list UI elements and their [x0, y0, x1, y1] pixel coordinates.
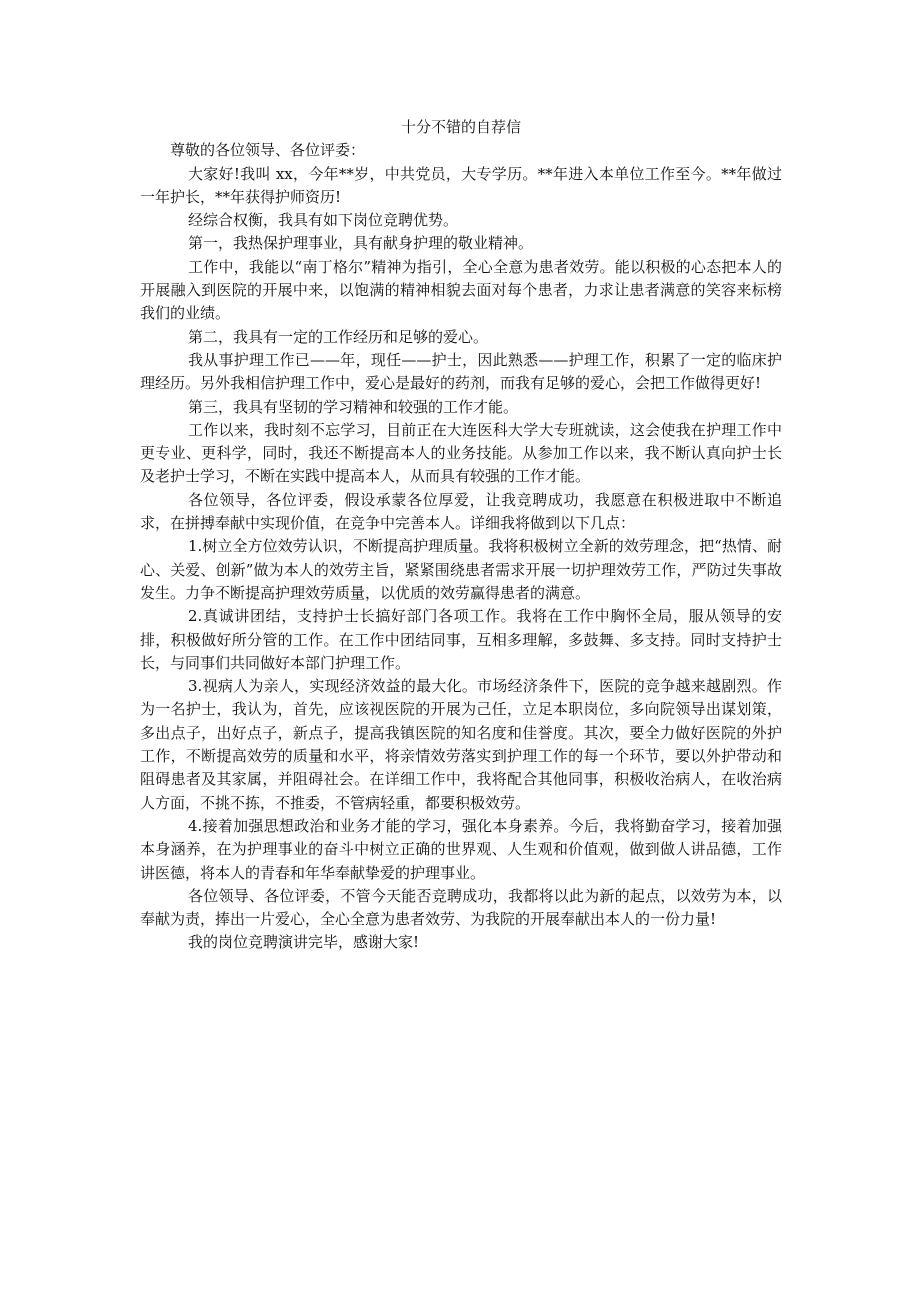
- salutation: 尊敬的各位领导、各位评委：: [170, 141, 366, 160]
- paragraph: 大家好!我叫 xx，今年**岁，中共党员，大专学历。**年进入本单位工作至今。**年做过一年护长，**年获得护师资历!: [140, 164, 782, 206]
- paragraph: 1.树立全方位效劳认识，不断提高护理质量。我将积极树立全新的效劳理念，把“热情、耐心、关爱、创新”做为本人的效劳主旨，紧紧围绕患者需求开展一切护理效劳工作，严防过失事故发生。力争不断提高护理效劳质量，以优质的效劳赢得患者的满意。: [140, 537, 782, 602]
- paragraph: 2.真诚讲团结，支持护士长搞好部门各项工作。我将在工作中胸怀全局，服从领导的安排，积极做好所分管的工作。在工作中团结同事，互相多理解，多鼓舞、多支持。同时支持护士长，与同事们共同做好本部门护理工作。: [140, 607, 782, 672]
- paragraph: 工作中，我能以“南丁格尔”精神为指引，全心全意为患者效劳。能以积极的心态把本人的开展融入到医院的开展中来，以饱满的精神相貌去面对每个患者，力求让患者满意的笑容来标榜我们的业绩。: [140, 257, 782, 323]
- paragraph: 3.视病人为亲人，实现经济效益的最大化。市场经济条件下，医院的竞争越来越剧烈。作为一名护士，我认为，首先，应该视医院的开展为己任，立足本职岗位，多向院领导出谋划策，多出点子，出好点子，新点子，提高我镇医院的知名度和佳誉度。其次，要全力做好医院的外护工作，不断提高效劳的质量和水平，将亲情效劳落实到护理工作的每一个环节，要以外护带动和阻碍患者及其家属，并阻碍社会。在详细工作中，我将配合其他同事，积极收治病人，在收治病人方面，不挑不拣，不推委，不管病轻重，都要积极效劳。: [140, 677, 782, 812]
- paragraph: 我从事护理工作已——年，现任——护士，因此熟悉——护理工作，积累了一定的临床护理经历。另外我相信护理工作中，爱心是最好的药剂，而我有足够的爱心，会把工作做得更好!: [140, 350, 782, 393]
- paragraph: 工作以来，我时刻不忘学习，目前正在大连医科大学大专班就读，这会使我在护理工作中更专业、更科学，同时，我还不断提高本人的业务技能。从参加工作以来，我不断认真向护士长及老护士学习，不断在实践中提高本人，从而具有较强的工作才能。: [140, 420, 782, 486]
- paragraph: 经综合权衡，我具有如下岗位竞聘优势。: [188, 211, 459, 230]
- document-title: 十分不错的自荐信: [400, 118, 521, 136]
- paragraph: 4.接着加强思想政治和业务才能的学习，强化本身素养。今后，我将勤奋学习，接着加强本身涵养，在为护理事业的奋斗中树立正确的世界观、人生观和价值观，做到做人讲品德，工作讲医德，将本人的青春和年华奉献挚爱的护理事业。: [140, 816, 782, 882]
- paragraph: 我的岗位竞聘演讲完毕，感谢大家!: [188, 933, 420, 952]
- document-page: [140, 116, 782, 955]
- paragraph: 第一，我热保护理事业，具有献身护理的敬业精神。: [188, 234, 534, 253]
- paragraph: 各位领导、各位评委，不管今天能否竞聘成功，我都将以此为新的起点，以效劳为本，以奉献为责，捧出一片爱心，全心全意为患者效劳、为我院的开展奉献出本人的一份力量!: [140, 886, 782, 929]
- paragraph: 各位领导，各位评委，假设承蒙各位厚爱，让我竞聘成功，我愿意在积极进取中不断追求，在拼搏奉献中实现价值，在竞争中完善本人。详细我将做到以下几点：: [140, 490, 782, 533]
- paragraph: 第二，我具有一定的工作经历和足够的爱心。: [188, 327, 489, 346]
- paragraph: 第三，我具有坚韧的学习精神和较强的工作才能。: [188, 397, 519, 416]
